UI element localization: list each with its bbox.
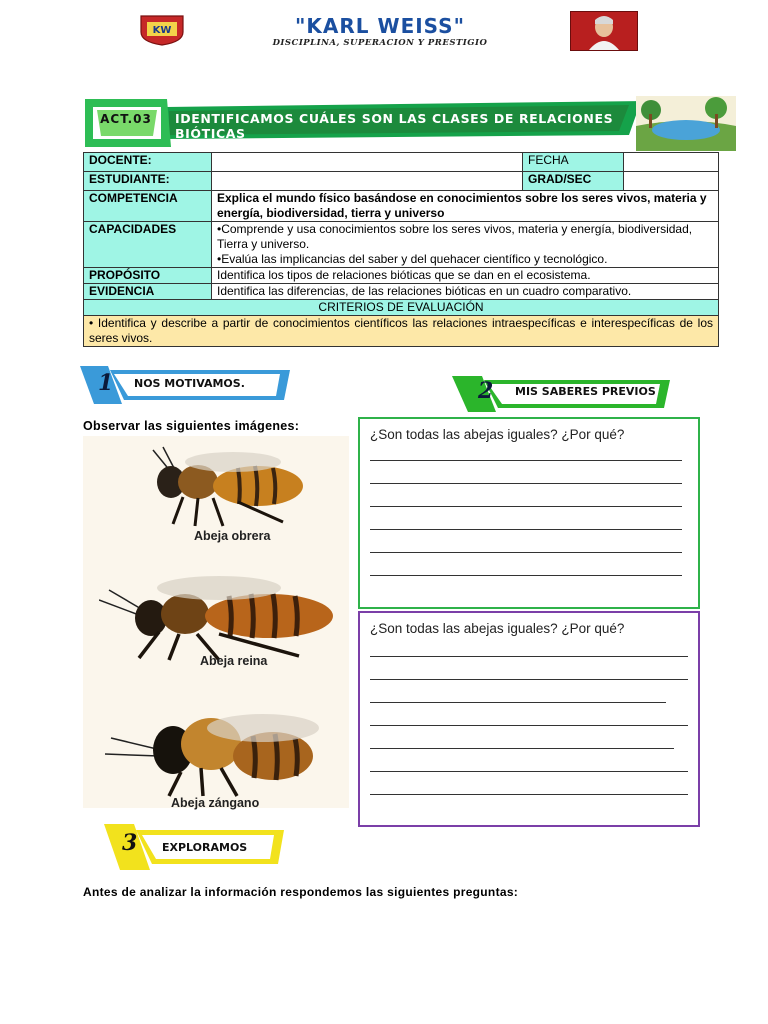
section-3-number: 3 — [122, 830, 138, 856]
drone-bee-image — [103, 698, 333, 798]
fecha-field[interactable] — [624, 153, 719, 172]
school-title: "KARL WEISS" — [295, 14, 465, 38]
section-3-title: EXPLORAMOS — [162, 841, 248, 854]
caption-queen: Abeja reina — [200, 654, 268, 668]
fecha-label: FECHA — [523, 153, 624, 172]
question-2: ¿Son todas las abejas iguales? ¿Por qué? — [370, 621, 625, 636]
competencia-label: COMPETENCIA — [84, 191, 212, 222]
competencia-value: Explica el mundo físico basándose en conocimientos sobre los seres vivos, materia y energía, biodiversidad, tierra y universo — [212, 191, 719, 222]
estudiante-field[interactable] — [212, 172, 523, 191]
bees-image-panel — [83, 436, 349, 808]
capacidades-value — [212, 222, 719, 268]
capacidad-item: •Comprende y usa conocimientos sobre los seres vivos, materia y energía, biodiversidad, Tierra y universo. — [217, 222, 693, 251]
evidencia-label: EVIDENCIA — [84, 284, 212, 300]
answer-area-1[interactable] — [370, 460, 682, 576]
proposito-value: Identifica los tipos de relaciones bióticas que se dan en el ecosistema. — [212, 268, 719, 284]
answer-box-1 — [358, 417, 700, 609]
caption-drone: Abeja zángano — [171, 796, 260, 810]
question-1: ¿Son todas las abejas iguales? ¿Por qué? — [370, 427, 625, 442]
answer-area-2[interactable] — [370, 656, 688, 795]
criterios-value: • Identifica y describe a partir de conocimientos científicos las relaciones intraespecíficas e interespecíficas de los seres vivos. — [84, 316, 719, 347]
ecosystem-pond-image — [636, 96, 736, 151]
school-motto: DISCIPLINA, SUPERACION Y PRESTIGIO — [272, 38, 488, 48]
portrait-image — [570, 11, 638, 51]
activity-number: ACT.03 — [100, 112, 152, 126]
capacidad-item: •Evalúa las implicancias del saber y del quehacer científico y tecnológico. — [217, 252, 608, 266]
section-1-number: 1 — [98, 370, 114, 396]
section-2-number: 2 — [478, 378, 494, 404]
worker-bee-image — [143, 442, 313, 532]
section-2-title: MIS SABERES PREVIOS — [515, 385, 656, 398]
docente-field[interactable] — [212, 153, 523, 172]
logo-letters: KW — [152, 25, 172, 36]
evidencia-value: Identifica las diferencias, de las relaciones bióticas en un cuadro comparativo. — [212, 284, 719, 300]
activity-title: IDENTIFICAMOS CUÁLES SON LAS CLASES DE RELACIONES BIÓTICAS — [175, 111, 614, 141]
caption-worker: Abeja obrera — [194, 529, 271, 543]
answer-box-2 — [358, 611, 700, 827]
proposito-label: PROPÓSITO — [84, 268, 212, 284]
docente-label: DOCENTE: — [84, 153, 212, 172]
estudiante-label: ESTUDIANTE: — [84, 172, 212, 191]
gradsec-label: GRAD/SEC — [523, 172, 624, 191]
school-shield-logo — [137, 14, 187, 46]
gradsec-field[interactable] — [624, 172, 719, 191]
section-1-title: NOS MOTIVAMOS. — [134, 377, 245, 390]
observe-instruction: Observar las siguientes imágenes: — [83, 419, 300, 433]
queen-bee-image — [99, 560, 339, 665]
activity-info-table — [83, 152, 719, 347]
explore-instruction: Antes de analizar la información respondemos las siguientes preguntas: — [83, 885, 519, 899]
capacidades-label: CAPACIDADES — [84, 222, 212, 268]
criterios-header: CRITERIOS DE EVALUACIÓN — [84, 300, 719, 316]
